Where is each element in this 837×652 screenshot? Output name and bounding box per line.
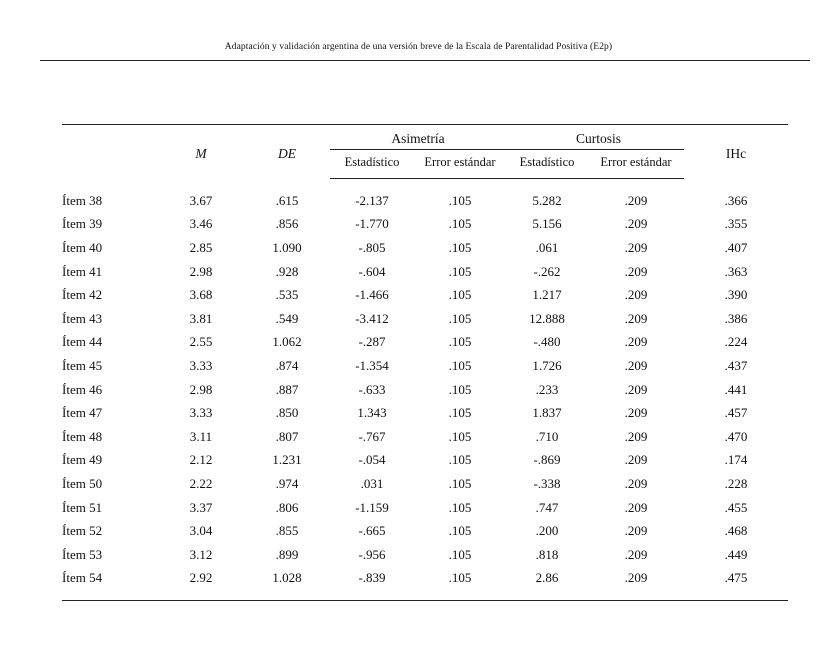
table-row: [62, 354, 788, 378]
cell-kurtosis-statistic: -.262: [533, 263, 561, 279]
cell-item: Ítem 45: [62, 357, 103, 373]
table-row: [62, 472, 788, 496]
cell-kurtosis-error: .209: [624, 357, 648, 373]
table-header: [62, 125, 788, 179]
table-row: [62, 425, 788, 449]
cell-sd: 1.062: [272, 334, 302, 350]
cell-sd: .850: [275, 405, 299, 421]
cell-ihc: .470: [724, 428, 748, 444]
descriptive-statistics-table: [62, 124, 788, 601]
table-row: [62, 567, 788, 601]
cell-skewness-error: .105: [448, 239, 472, 255]
cell-kurtosis-statistic: 1.217: [532, 287, 562, 303]
cell-skewness-error: .105: [448, 499, 472, 515]
header-sd: DE: [244, 125, 330, 179]
cell-kurtosis-statistic: 5.156: [532, 216, 562, 232]
cell-kurtosis-statistic: .710: [535, 428, 559, 444]
cell-skewness-error: .105: [448, 523, 472, 539]
table-body: [62, 179, 788, 601]
cell-sd: .615: [275, 192, 299, 208]
cell-ihc: .441: [724, 381, 748, 397]
cell-item: Ítem 43: [62, 310, 103, 326]
cell-skewness-error: .105: [448, 428, 472, 444]
cell-skewness-error: .105: [448, 405, 472, 421]
cell-sd: .806: [275, 499, 299, 515]
cell-ihc: .366: [724, 192, 748, 208]
cell-kurtosis-statistic: .061: [535, 239, 559, 255]
cell-ihc: .355: [724, 216, 748, 232]
cell-kurtosis-statistic: 2.86: [506, 567, 588, 601]
cell-mean: 3.68: [189, 287, 213, 303]
cell-sd: .855: [275, 523, 299, 539]
table-row: [62, 213, 788, 237]
cell-skewness-error: .105: [448, 546, 472, 562]
cell-sd: 1.090: [272, 239, 302, 255]
cell-ihc: .407: [724, 239, 748, 255]
cell-skewness-statistic: .031: [360, 475, 384, 491]
cell-ihc: .457: [724, 405, 748, 421]
cell-sd: .549: [275, 310, 299, 326]
header-kurtosis: Curtosis: [506, 125, 684, 150]
cell-item: Ítem 53: [62, 546, 103, 562]
cell-ihc: .468: [724, 523, 748, 539]
cell-skewness-error: .105: [448, 452, 472, 468]
cell-skewness-error: .105: [448, 310, 472, 326]
cell-ihc: .475: [684, 567, 788, 601]
cell-kurtosis-error: .209: [624, 334, 648, 350]
cell-kurtosis-error: .209: [624, 263, 648, 279]
cell-item: Ítem 48: [62, 428, 103, 444]
cell-kurtosis-error: .209: [624, 405, 648, 421]
cell-kurtosis-error: .209: [624, 192, 648, 208]
cell-kurtosis-statistic: -.869: [533, 452, 561, 468]
cell-mean: 3.11: [189, 428, 213, 444]
cell-mean: 3.04: [189, 523, 213, 539]
cell-ihc: .224: [724, 334, 748, 350]
cell-item: Ítem 52: [62, 523, 103, 539]
cell-skewness-error: .105: [448, 216, 472, 232]
cell-item: Ítem 51: [62, 499, 103, 515]
cell-kurtosis-error: .209: [624, 499, 648, 515]
header-kurtosis-statistic: Estadístico: [506, 150, 588, 179]
cell-kurtosis-error: .209: [624, 216, 648, 232]
cell-kurtosis-error: .209: [624, 475, 648, 491]
cell-kurtosis-statistic: 1.726: [532, 357, 562, 373]
descriptive-statistics-table-wrapper: [62, 124, 788, 601]
cell-skewness-error: .105: [448, 334, 472, 350]
table-row: [62, 543, 788, 567]
cell-kurtosis-error: .209: [624, 310, 648, 326]
cell-item: Ítem 44: [62, 334, 103, 350]
cell-kurtosis-error: .209: [624, 381, 648, 397]
cell-skewness-statistic: -.604: [358, 263, 386, 279]
cell-kurtosis-statistic: -.338: [533, 475, 561, 491]
cell-mean: 2.22: [189, 475, 213, 491]
table-row: [62, 401, 788, 425]
cell-kurtosis-statistic: .818: [535, 546, 559, 562]
cell-sd: .535: [275, 287, 299, 303]
cell-skewness-statistic: -1.770: [355, 216, 389, 232]
header-item: [62, 125, 158, 179]
table-row: [62, 179, 788, 213]
cell-mean: 3.33: [189, 405, 213, 421]
cell-ihc: .437: [724, 357, 748, 373]
cell-item: Ítem 50: [62, 475, 103, 491]
cell-kurtosis-statistic: .200: [535, 523, 559, 539]
cell-sd: .856: [275, 216, 299, 232]
table-row: [62, 496, 788, 520]
table-row: [62, 449, 788, 473]
header-ihc: IHc: [684, 125, 788, 179]
cell-skewness-error: .105: [448, 287, 472, 303]
cell-sd: .928: [275, 263, 299, 279]
cell-kurtosis-statistic: 12.888: [529, 310, 565, 326]
table-row: [62, 283, 788, 307]
table-row: [62, 331, 788, 355]
cell-kurtosis-statistic: 5.282: [532, 192, 562, 208]
cell-kurtosis-statistic: 1.837: [532, 405, 562, 421]
cell-kurtosis-error: .209: [624, 523, 648, 539]
cell-mean: 3.12: [189, 546, 213, 562]
cell-sd: .887: [275, 381, 299, 397]
cell-item: Ítem 41: [62, 263, 103, 279]
cell-kurtosis-error: .209: [588, 567, 684, 601]
cell-sd: .807: [275, 428, 299, 444]
cell-ihc: .390: [724, 287, 748, 303]
cell-item: Ítem 54: [62, 567, 158, 601]
cell-mean: 2.55: [189, 334, 213, 350]
cell-sd: .974: [275, 475, 299, 491]
cell-ihc: .386: [724, 310, 748, 326]
cell-skewness-statistic: -1.354: [355, 357, 389, 373]
table-row: [62, 519, 788, 543]
cell-skewness-error: .105: [448, 475, 472, 491]
cell-item: Ítem 40: [62, 239, 103, 255]
table-row: [62, 236, 788, 260]
table-header-row-top: [62, 125, 788, 150]
cell-skewness-error: .105: [448, 192, 472, 208]
cell-ihc: .455: [724, 499, 748, 515]
cell-skewness-statistic: -3.412: [355, 310, 389, 326]
cell-mean: 3.33: [189, 357, 213, 373]
cell-item: Ítem 46: [62, 381, 103, 397]
cell-skewness-error: .105: [448, 381, 472, 397]
cell-mean: 2.12: [189, 452, 213, 468]
cell-skewness-statistic: -.956: [358, 546, 386, 562]
cell-mean: 3.81: [189, 310, 213, 326]
cell-skewness-error: .105: [448, 263, 472, 279]
cell-skewness-statistic: -1.159: [355, 499, 389, 515]
cell-ihc: .449: [724, 546, 748, 562]
cell-skewness-statistic: -.054: [358, 452, 386, 468]
running-header: Adaptación y validación argentina de una versión breve de la Escala de Parentalidad Positiva (E2p): [224, 42, 613, 52]
cell-kurtosis-error: .209: [624, 239, 648, 255]
cell-ihc: .228: [724, 475, 748, 491]
cell-kurtosis-error: .209: [624, 428, 648, 444]
cell-skewness-statistic: -.665: [358, 523, 386, 539]
header-skewness-statistic: Estadístico: [330, 150, 414, 179]
cell-ihc: .363: [724, 263, 748, 279]
cell-item: Ítem 38: [62, 192, 103, 208]
cell-item: Ítem 42: [62, 287, 103, 303]
cell-skewness-statistic: -.839: [330, 567, 414, 601]
header-mean: M: [158, 125, 244, 179]
cell-kurtosis-statistic: .747: [535, 499, 559, 515]
table-row: [62, 307, 788, 331]
cell-kurtosis-error: .209: [624, 452, 648, 468]
cell-mean: 2.98: [189, 381, 213, 397]
cell-sd: .899: [275, 546, 299, 562]
cell-skewness-statistic: -1.466: [355, 287, 389, 303]
cell-item: Ítem 49: [62, 452, 103, 468]
cell-skewness-statistic: -.633: [358, 381, 386, 397]
cell-skewness-statistic: -.767: [358, 428, 386, 444]
cell-skewness-statistic: -.287: [358, 334, 386, 350]
cell-skewness-error: .105: [448, 357, 472, 373]
cell-kurtosis-error: .209: [624, 546, 648, 562]
cell-skewness-statistic: -.805: [358, 239, 386, 255]
table-row: [62, 378, 788, 402]
cell-kurtosis-statistic: -.480: [533, 334, 561, 350]
cell-mean: 2.85: [189, 239, 213, 255]
header-skewness: Asimetría: [330, 125, 506, 150]
cell-mean: 2.92: [158, 567, 244, 601]
header-skewness-error: Error estándar: [414, 150, 506, 179]
cell-skewness-statistic: -2.137: [355, 192, 389, 208]
cell-mean: 2.98: [189, 263, 213, 279]
cell-ihc: .174: [724, 452, 748, 468]
cell-skewness-statistic: 1.343: [357, 405, 387, 421]
cell-item: Ítem 39: [62, 216, 103, 232]
cell-sd: 1.028: [244, 567, 330, 601]
cell-mean: 3.67: [189, 192, 213, 208]
cell-kurtosis-statistic: .233: [535, 381, 559, 397]
cell-mean: 3.46: [189, 216, 213, 232]
cell-skewness-error: .105: [414, 567, 506, 601]
cell-kurtosis-error: .209: [624, 287, 648, 303]
cell-sd: .874: [275, 357, 299, 373]
header-kurtosis-error: Error estándar: [588, 150, 684, 179]
table-row: [62, 260, 788, 284]
cell-mean: 3.37: [189, 499, 213, 515]
cell-item: Ítem 47: [62, 405, 103, 421]
cell-sd: 1.231: [272, 452, 302, 468]
header-rule: [40, 60, 810, 61]
